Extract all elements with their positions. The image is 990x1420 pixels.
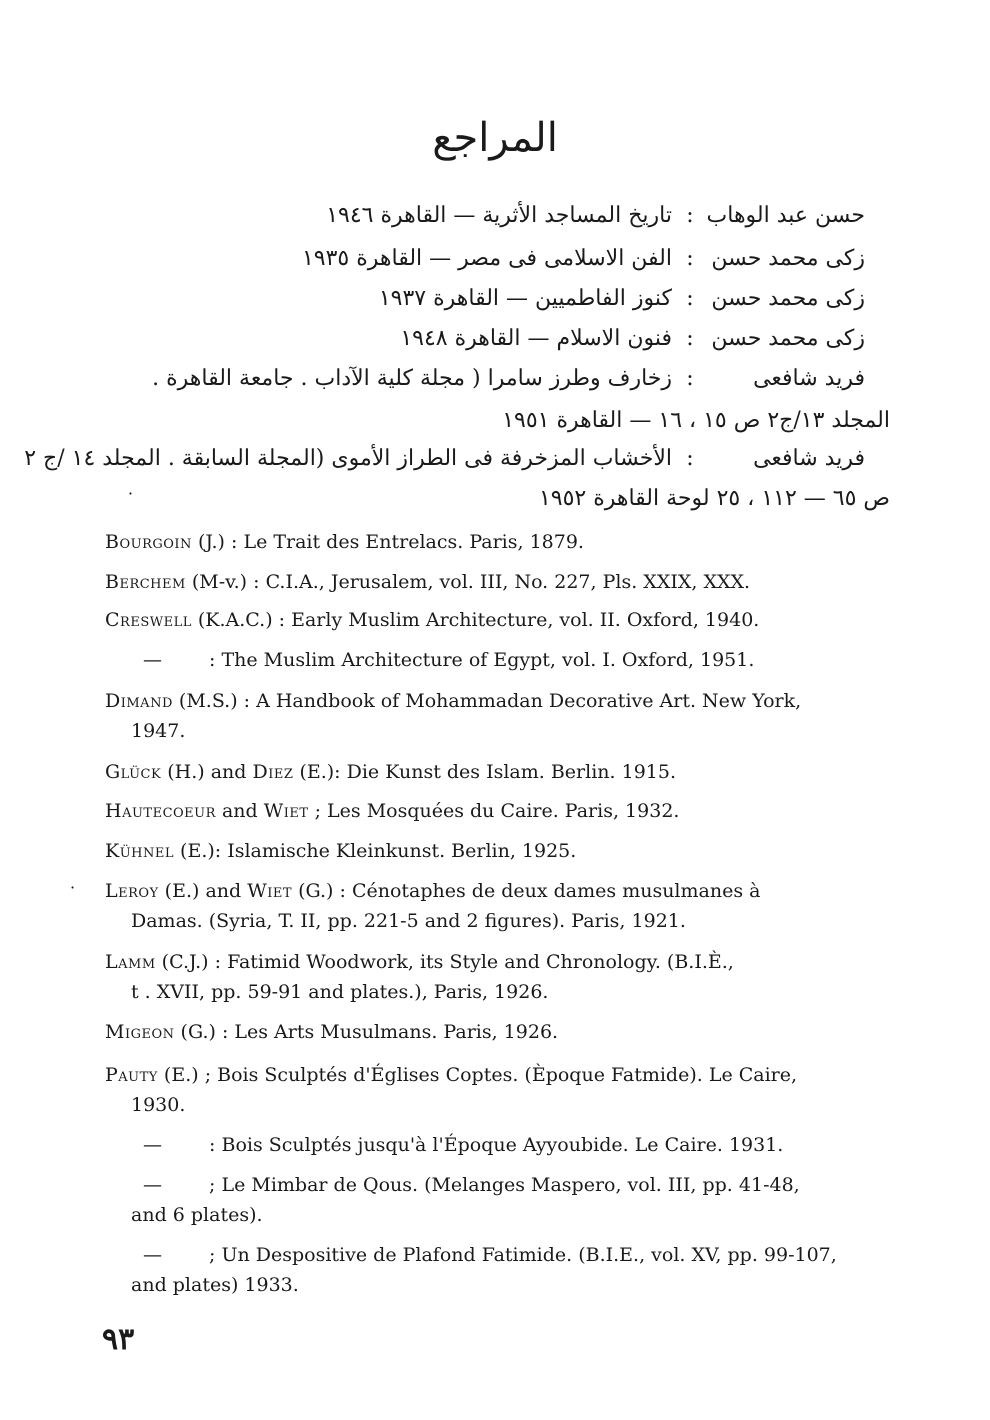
latin-ref-pauty-2 — [105, 1130, 895, 1160]
ref-details: (J.) : Le Trait des Entrelacs. Paris, 1879. — [191, 531, 584, 553]
arabic-ref-title: الأخشاب المزخرفة فى الطراز الأموى (المجلة السابقة . المجلد ١٤ /ج ٢ — [24, 446, 672, 471]
latin-ref-creswell — [105, 605, 895, 635]
latin-ref-berchem — [105, 567, 895, 597]
ref-details: (K.A.C.) : Early Muslim Architecture, vol. II. Oxford, 1940. — [191, 609, 760, 631]
speck-mark: · — [128, 484, 134, 503]
arabic-ref-6-continuation: ص ٦٥ — ١١٢ ، ٢٥ لوحة القاهرة ١٩٥٢ — [538, 486, 890, 511]
arabic-ref-title: كنوز الفاطميين — القاهرة ١٩٣٧ — [378, 286, 672, 311]
ref-continuation: and 6 plates). — [131, 1204, 263, 1226]
latin-ref-gluck — [105, 757, 895, 787]
arabic-ref-author: فريد شافعى — [753, 446, 865, 471]
arabic-ref-title: زخارف وطرز سامرا ( مجلة كلية الآداب . جامعة القاهرة . — [152, 366, 672, 391]
ref-details: ; Le Mimbar de Qous. (Melanges Maspero, vol. III, pp. 41-48, — [203, 1174, 800, 1196]
arabic-ref-colon: : — [686, 366, 694, 391]
ref-coauthor: Wiet — [263, 800, 309, 822]
ref-author: Glück — [105, 761, 162, 783]
ref-details: : The Muslim Architecture of Egypt, vol. I. Oxford, 1951. — [203, 649, 755, 671]
arabic-ref-colon: : — [686, 326, 694, 351]
ref-details: (H.) and — [161, 761, 253, 783]
ref-author: Lamm — [105, 951, 156, 973]
arabic-ref-5-continuation: المجلد ١٣/ج٢ ص ١٥ ، ١٦ — القاهرة ١٩٥١ — [502, 408, 890, 433]
arabic-ref-author: زكى محمد حسن — [711, 286, 865, 311]
ditto-dash: — — [143, 1244, 162, 1266]
arabic-ref-4 — [0, 328, 990, 358]
ref-details: (E.): Die Kunst des Islam. Berlin. 1915. — [293, 761, 676, 783]
arabic-ref-title: تاريخ المساجد الأثرية — القاهرة ١٩٤٦ — [326, 203, 672, 228]
ref-details: (C.J.) : Fatimid Woodwork, its Style and Chronology. (B.I.È., — [155, 951, 734, 973]
ref-details: (G.) : Cénotaphes de deux dames musulmanes à — [292, 880, 761, 902]
ref-details: ; Un Despositive de Plafond Fatimide. (B.I.E., vol. XV, pp. 99-107, — [203, 1244, 837, 1266]
ref-continuation: Damas. (Syria, T. II, pp. 221-5 and 2 figures). Paris, 1921. — [131, 910, 686, 932]
ref-continuation: 1947. — [131, 720, 186, 742]
arabic-ref-2 — [0, 248, 990, 278]
arabic-ref-1 — [0, 205, 990, 235]
ref-author: Pauty — [105, 1064, 158, 1086]
ref-continuation: and plates) 1933. — [131, 1274, 299, 1296]
latin-ref-bourgoin — [105, 527, 895, 557]
arabic-ref-colon: : — [686, 446, 694, 471]
latin-ref-leroy — [105, 876, 895, 936]
ref-continuation: 1930. — [131, 1094, 186, 1116]
arabic-ref-author: زكى محمد حسن — [711, 246, 865, 271]
ref-author: Hautecoeur — [105, 800, 216, 822]
arabic-ref-author: فريد شافعى — [753, 366, 865, 391]
page-number: ٩٣ — [102, 1322, 135, 1357]
arabic-ref-5 — [0, 368, 990, 398]
latin-ref-hautecoeur — [105, 796, 895, 826]
ref-details: : Bois Sculptés jusqu'à l'Époque Ayyoubide. Le Caire. 1931. — [203, 1134, 784, 1156]
ref-author: Dimand — [105, 690, 173, 712]
arabic-ref-title: الفن الاسلامى فى مصر — القاهرة ١٩٣٥ — [301, 246, 672, 271]
arabic-ref-author: حسن عبد الوهاب — [706, 203, 865, 228]
arabic-ref-colon: : — [686, 286, 694, 311]
arabic-ref-6 — [0, 448, 990, 478]
latin-ref-creswell-2 — [105, 645, 895, 675]
ref-details: and — [215, 800, 264, 822]
latin-ref-pauty-3 — [105, 1170, 895, 1230]
latin-ref-pauty — [105, 1060, 895, 1120]
arabic-ref-title: فنون الاسلام — القاهرة ١٩٤٨ — [400, 326, 672, 351]
page-heading: المراجع — [432, 115, 558, 161]
arabic-ref-colon: : — [686, 203, 694, 228]
ref-details: (E.) and — [158, 880, 248, 902]
ref-author: Leroy — [105, 880, 159, 902]
latin-ref-pauty-4 — [105, 1240, 895, 1300]
ref-coauthor: Wiet — [247, 880, 293, 902]
latin-ref-kuhnel — [105, 836, 895, 866]
arabic-ref-author: زكى محمد حسن — [711, 326, 865, 351]
ref-details: (E.): Islamische Kleinkunst. Berlin, 1925. — [174, 840, 577, 862]
ref-details: (M-v.) : C.I.A., Jerusalem, vol. III, No. 227, Pls. XXIX, XXX. — [185, 571, 751, 593]
ref-author: Migeon — [105, 1021, 175, 1043]
arabic-ref-colon: : — [686, 246, 694, 271]
latin-ref-migeon — [105, 1017, 895, 1047]
ref-continuation: t . XVII, pp. 59-91 and plates.), Paris, 1926. — [131, 981, 549, 1003]
arabic-ref-3 — [0, 288, 990, 318]
latin-ref-lamm — [105, 947, 895, 1007]
ditto-dash: — — [143, 1174, 162, 1196]
latin-ref-dimand — [105, 686, 895, 746]
speck-mark: · — [70, 878, 76, 897]
ref-coauthor: Diez — [252, 761, 294, 783]
ref-details: (E.) ; Bois Sculptés d'Églises Coptes. (Èpoque Fatmide). Le Caire, — [157, 1064, 798, 1086]
ref-details: ; Les Mosquées du Caire. Paris, 1932. — [308, 800, 680, 822]
ditto-dash: — — [143, 1134, 162, 1156]
ref-details: (G.) : Les Arts Musulmans. Paris, 1926. — [174, 1021, 559, 1043]
ditto-dash: — — [143, 649, 162, 671]
ref-author: Creswell — [105, 609, 192, 631]
ref-author: Kühnel — [105, 840, 174, 862]
ref-author: Bourgoin — [105, 531, 192, 553]
ref-details: (M.S.) : A Handbook of Mohammadan Decorative Art. New York, — [172, 690, 802, 712]
ref-author: Berchem — [105, 571, 186, 593]
